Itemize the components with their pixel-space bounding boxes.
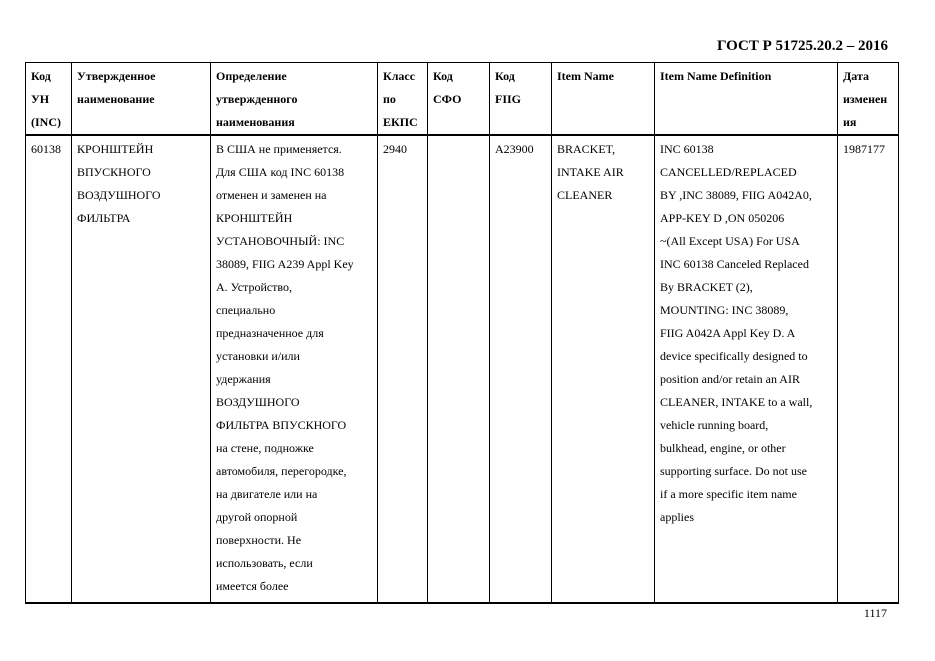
cell-text-line: 2940	[383, 142, 407, 156]
cell-text-line: if a more specific item name	[660, 487, 797, 501]
column-header-code-fiig	[490, 63, 552, 136]
specification-table	[25, 62, 899, 604]
cell-text-line: Код	[31, 69, 51, 83]
cell-text-line: FIIG A042A Appl Key D. A	[660, 326, 796, 340]
cell-text-line: установки и/или	[216, 349, 300, 363]
cell-text-line: Определение	[216, 69, 287, 83]
cell-text-line: Дата	[843, 69, 869, 83]
document-standard-title: ГОСТ Р 51725.20.2 – 2016	[716, 38, 888, 54]
cell-code-sfo	[428, 135, 490, 603]
column-header-date-changed	[838, 63, 899, 136]
cell-text-line: Item Name	[557, 69, 614, 83]
cell-text-line: наименования	[216, 115, 295, 129]
cell-text-line: ВОЗДУШНОГО	[77, 188, 161, 202]
cell-text-line: Код	[495, 69, 515, 83]
cell-text-line: автомобиля, перегородке,	[216, 464, 347, 478]
cell-text-line: 1987177	[843, 142, 885, 156]
cell-text-line: ВОЗДУШНОГО	[216, 395, 300, 409]
column-header-code-inc	[26, 63, 72, 136]
column-header-item-name-definition	[655, 63, 838, 136]
cell-text-line: В США не применяется.	[216, 142, 342, 156]
column-header-definition	[211, 63, 378, 136]
cell-text-line: СФО	[433, 92, 462, 106]
cell-text-line: изменен	[843, 92, 888, 106]
cell-text-line: CLEANER	[557, 188, 613, 202]
cell-text-line: INC 60138 Canceled Replaced	[660, 257, 809, 271]
cell-definition	[211, 135, 378, 603]
column-header-item-name	[552, 63, 655, 136]
cell-text-line: A. Устройство,	[216, 280, 293, 294]
cell-text-line: Утвержденное	[77, 69, 156, 83]
cell-text-line: 60138	[31, 142, 61, 156]
column-header-approved-name	[72, 63, 211, 136]
table-header-row	[26, 63, 899, 136]
cell-text-line: другой опорной	[216, 510, 298, 524]
cell-text-line: имеется более	[216, 579, 289, 593]
cell-text-line: applies	[660, 510, 694, 524]
cell-text-line: отменен и заменен на	[216, 188, 327, 202]
cell-text-line: ~(All Except USA) For USA	[660, 234, 800, 248]
cell-text-line: CLEANER, INTAKE to a wall,	[660, 395, 813, 409]
cell-code-inc	[26, 135, 72, 603]
cell-text-line: bulkhead, engine, or other	[660, 441, 786, 455]
cell-text-line: использовать, если	[216, 556, 313, 570]
page-number: 1117	[863, 606, 887, 620]
cell-text-line: vehicle running board,	[660, 418, 769, 432]
cell-text-line: ФИЛЬТРА	[77, 211, 131, 225]
cell-text-line: УСТАНОВОЧНЫЙ: INC	[216, 234, 345, 248]
cell-item-name-definition	[655, 135, 838, 603]
cell-text-line: КРОНШТЕЙН	[216, 211, 293, 225]
table-row	[26, 135, 899, 603]
cell-text-line: Для США код INC 60138	[216, 165, 345, 179]
cell-text-line: position and/or retain an AIR	[660, 372, 800, 386]
cell-text-line: специально	[216, 303, 276, 317]
cell-text-line: A23900	[495, 142, 534, 156]
cell-text-line: device specifically designed to	[660, 349, 808, 363]
cell-item-name	[552, 135, 655, 603]
cell-text-line: Item Name Definition	[660, 69, 772, 83]
cell-text-line: предназначенное для	[216, 326, 324, 340]
cell-code-fiig	[490, 135, 552, 603]
cell-text-line: утвержденного	[216, 92, 298, 106]
cell-text-line: supporting surface. Do not use	[660, 464, 807, 478]
cell-text-line: 38089, FIIG A239 Appl Key	[216, 257, 354, 271]
cell-approved-name	[72, 135, 211, 603]
cell-text-line: ЕКПС	[383, 115, 418, 129]
cell-text-line: CANCELLED/REPLACED	[660, 165, 797, 179]
cell-text-line: ФИЛЬТРА ВПУСКНОГО	[216, 418, 347, 432]
cell-text-line: на стене, подножке	[216, 441, 314, 455]
cell-text-line: Класс	[383, 69, 416, 83]
cell-class-ekps	[378, 135, 428, 603]
cell-text-line: MOUNTING: INC 38089,	[660, 303, 789, 317]
column-header-class-ekps	[378, 63, 428, 136]
cell-text-line: (INC)	[31, 115, 61, 129]
cell-date-changed	[838, 135, 899, 603]
cell-text-line: на двигателе или на	[216, 487, 318, 501]
cell-text-line: по	[383, 92, 396, 106]
cell-text-line: BRACKET,	[557, 142, 616, 156]
cell-text-line: INTAKE AIR	[557, 165, 624, 179]
cell-text-line: УН	[31, 92, 50, 106]
cell-text-line: удержания	[216, 372, 271, 386]
cell-text-line: APP-KEY D ,ON 050206	[660, 211, 785, 225]
cell-text-line: наименование	[77, 92, 155, 106]
cell-text-line: ия	[843, 115, 857, 129]
cell-text-line: Код	[433, 69, 453, 83]
cell-text-line: поверхности. Не	[216, 533, 302, 547]
cell-text-line: ВПУСКНОГО	[77, 165, 151, 179]
cell-text-line: BY ,INC 38089, FIIG A042A0,	[660, 188, 812, 202]
cell-text-line: FIIG	[495, 92, 522, 106]
cell-text-line: КРОНШТЕЙН	[77, 142, 154, 156]
column-header-code-sfo	[428, 63, 490, 136]
cell-text-line: INC 60138	[660, 142, 714, 156]
cell-text-line: By BRACKET (2),	[660, 280, 753, 294]
